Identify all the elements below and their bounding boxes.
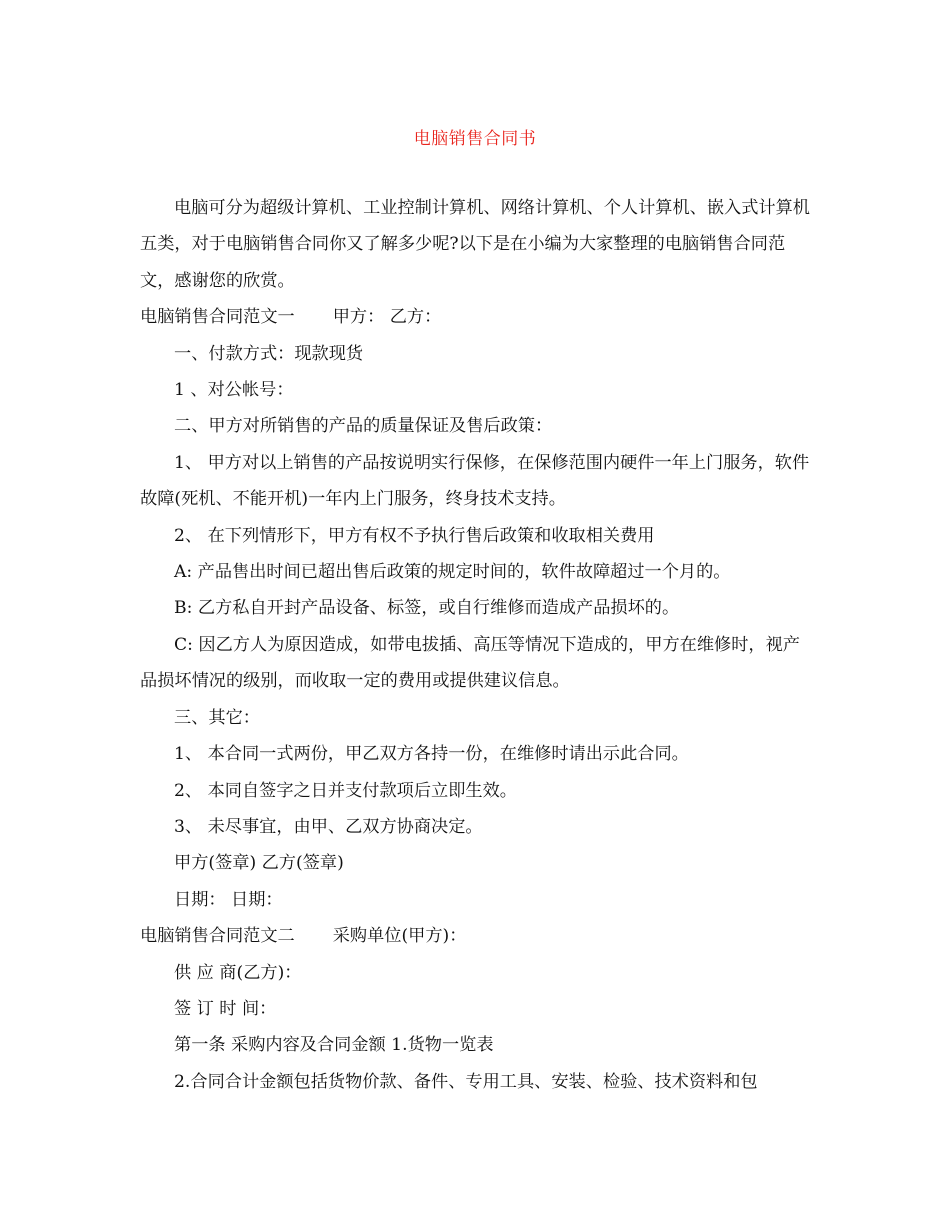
purchaser-line: 采购单位(甲方)： (332, 926, 467, 947)
intro-paragraph: 电脑可分为超级计算机、工业控制计算机、网络计算机、个人计算机、嵌入式计算机五类，对于电脑销售合同你又了解多少呢?以下是在小编为大家整理的电脑销售合同范文，感谢您的欣赏。 (140, 198, 810, 291)
signature-line: 甲方(签章) 乙方(签章) (174, 853, 344, 874)
clause-other-item-3: 3、 未尽事宜，由甲、乙双方协商决定。 (174, 816, 483, 837)
article-one-line: 第一条 采购内容及合同金额 1.货物一览表 (174, 1035, 494, 1056)
sample-one-heading: 电脑销售合同范文一 (140, 307, 295, 328)
clause-account: 1 、对公帐号： (174, 380, 294, 401)
clause-warranty-item-a: A: 产品售出时间已超出售后政策的规定时间的，软件故障超过一个月的。 (174, 562, 731, 583)
parties-line: 甲方： 乙方： (332, 307, 442, 328)
clause-warranty-item-b: B: 乙方私自开封产品设备、标签，或自行维修而造成产品损坏的。 (174, 598, 680, 619)
sample-two-heading: 电脑销售合同范文二 (140, 926, 295, 947)
clause-warranty-item-1: 1、 甲方对以上销售的产品按说明实行保修，在保修范围内硬件一年上门服务，软件故障(死机、不能开机)一年内上门服务，终身技术支持。 (140, 452, 810, 510)
date-line: 日期： 日期： (174, 889, 283, 910)
clause-other-heading: 三、其它： (174, 707, 260, 728)
sample-one-heading-line (140, 299, 815, 335)
clause-warranty-item-2: 2、 在下列情形下，甲方有权不予执行售后政策和收取相关费用 (174, 525, 655, 546)
clause-other-item-2: 2、 本同自签字之日并支付款项后立即生效。 (174, 780, 517, 801)
document-title: 电脑销售合同书 (413, 129, 537, 149)
contract-amount-line: 2.合同合计金额包括货物价款、备件、专用工具、安装、检验、技术资料和包 (174, 1071, 758, 1092)
document-body (140, 190, 815, 1100)
signing-time-line: 签 订 时 间： (174, 998, 277, 1019)
clause-warranty-item-c: C: 因乙方人为原因造成，如带电拔插、高压等情况下造成的，甲方在维修时，视产品损坏情况的级别，而收取一定的费用或提供建议信息。 (140, 634, 800, 692)
supplier-line: 供 应 商(乙方)： (174, 962, 302, 983)
clause-other-item-1: 1、 本合同一式两份，甲乙双方各持一份，在维修时请出示此合同。 (174, 744, 689, 765)
sample-two-heading-line (140, 918, 815, 954)
clause-warranty-heading: 二、甲方对所销售的产品的质量保证及售后政策： (174, 416, 553, 437)
clause-payment-method: 一、付款方式：现款现货 (174, 343, 364, 364)
